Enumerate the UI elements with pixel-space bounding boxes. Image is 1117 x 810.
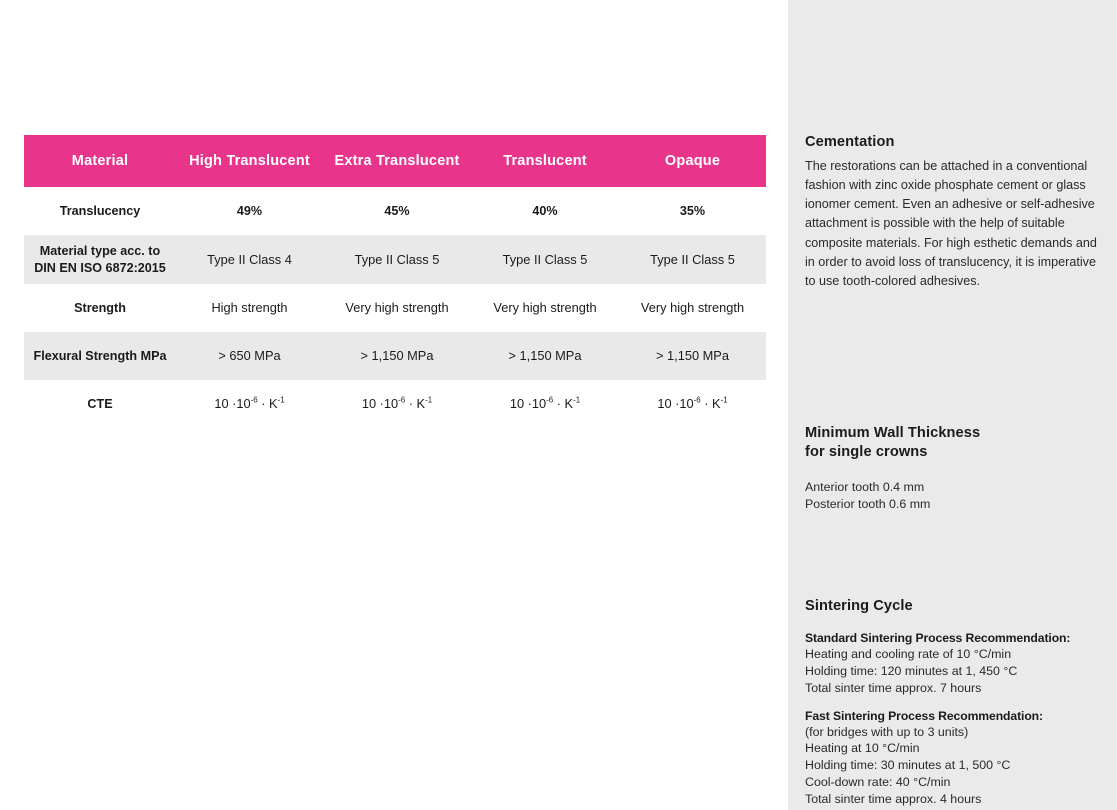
fast-sintering-heading: Fast Sintering Process Recommendation: [805,708,1043,723]
cell-strength-extra: Very high strength [323,284,471,332]
cell-cte-translucent [471,380,619,428]
fast-sintering-line: (for bridges with up to 3 units) [805,724,969,739]
row-label-translucency: Translucency [24,187,176,235]
table-header [24,135,766,187]
standard-sintering-heading: Standard Sintering Process Recommendation: [805,631,1071,645]
column-header-opaque: Opaque [619,135,766,187]
cell-translucency-translucent: 40% [471,187,619,235]
fast-sintering-line: Holding time: 30 minutes at 1, 500 °C [805,758,1011,773]
cell-material-type-opaque: Type II Class 5 [619,235,766,284]
column-header-extra-translucent: Extra Translucent [323,135,471,187]
cementation-section [805,134,1107,291]
cell-cte-extra [323,380,471,428]
standard-sintering-line: Holding time: 120 minutes at 1, 450 °C [805,663,1018,678]
table-row [24,187,766,235]
cte-value: $10 \cdot 10^{-6} \cdot K^{-1}$ [657,396,728,412]
row-label-material-type [24,235,176,284]
row-label-cte: CTE [24,380,176,428]
column-header-material: Material [24,135,176,187]
column-header-translucent: Translucent [471,135,619,187]
cell-material-type-extra: Type II Class 5 [323,235,471,284]
cell-material-type-translucent: Type II Class 5 [471,235,619,284]
wall-thickness-title-line2: for single crowns [805,443,928,460]
cell-material-type-high: Type II Class 4 [176,235,323,284]
cell-translucency-extra: 45% [323,187,471,235]
table-body [24,187,766,428]
row-label-strength: Strength [24,284,176,332]
column-header-high-translucent: High Translucent [176,135,323,187]
fast-sintering-line: Cool-down rate: 40 °C/min [805,775,951,790]
table-row [24,235,766,284]
cementation-body: The restorations can be attached in a conventional fashion with zinc oxide phosphate cement or glass ionomer cement. Even an adhesive or self-adhesive attachment is possible with the help of suitable composite materials. For high esthetic demands and in order to avoid loss of translucency, it is imperative to use tooth-colored adhesives. [805,159,1097,288]
cell-translucency-opaque: 35% [619,187,766,235]
cell-flexural-translucent: > 1,150 MPa [471,332,619,380]
table-row [24,284,766,332]
row-label-line2: DIN EN ISO 6872:2015 [34,260,166,275]
cte-value: $10 \cdot 10^{-6} \cdot K^{-1}$ [214,396,285,412]
fast-sintering-line: Heating at 10 °C/min [805,741,920,756]
material-spec-table-container [24,135,766,428]
info-sidebar [788,0,1117,810]
cementation-title: Cementation [805,134,895,150]
cell-flexural-extra: > 1,150 MPa [323,332,471,380]
wall-thickness-title-line1: Minimum Wall Thickness [805,425,981,441]
row-label-flexural-strength: Flexural Strength MPa [24,332,176,380]
anterior-tooth-thickness: Anterior tooth 0.4 mm [805,480,925,495]
cell-translucency-high: 49% [176,187,323,235]
standard-sintering-line: Heating and cooling rate of 10 °C/min [805,647,1012,661]
fast-sintering-line: Total sinter time approx. 4 hours [805,792,982,807]
material-spec-table [24,135,766,428]
wall-thickness-section [805,424,1107,513]
wall-thickness-title [805,424,1107,461]
sintering-cycle-title: Sintering Cycle [805,598,913,614]
posterior-tooth-thickness: Posterior tooth 0.6 mm [805,497,931,512]
cell-flexural-high: > 650 MPa [176,332,323,380]
cell-flexural-opaque: > 1,150 MPa [619,332,766,380]
cell-strength-high: High strength [176,284,323,332]
row-label-line1: Material type acc. to [39,243,161,258]
cell-cte-high [176,380,323,428]
table-row [24,380,766,428]
cell-strength-translucent: Very high strength [471,284,619,332]
table-row [24,332,766,380]
cte-value: $10 \cdot 10^{-6} \cdot K^{-1}$ [361,396,433,412]
cte-value: $10 \cdot 10^{-6} \cdot K^{-1}$ [509,396,581,412]
cell-strength-opaque: Very high strength [619,284,766,332]
cell-cte-opaque [619,380,766,428]
sintering-cycle-section [805,598,1107,808]
standard-sintering-line: Total sinter time approx. 7 hours [805,680,982,695]
table-header-row [24,135,766,187]
